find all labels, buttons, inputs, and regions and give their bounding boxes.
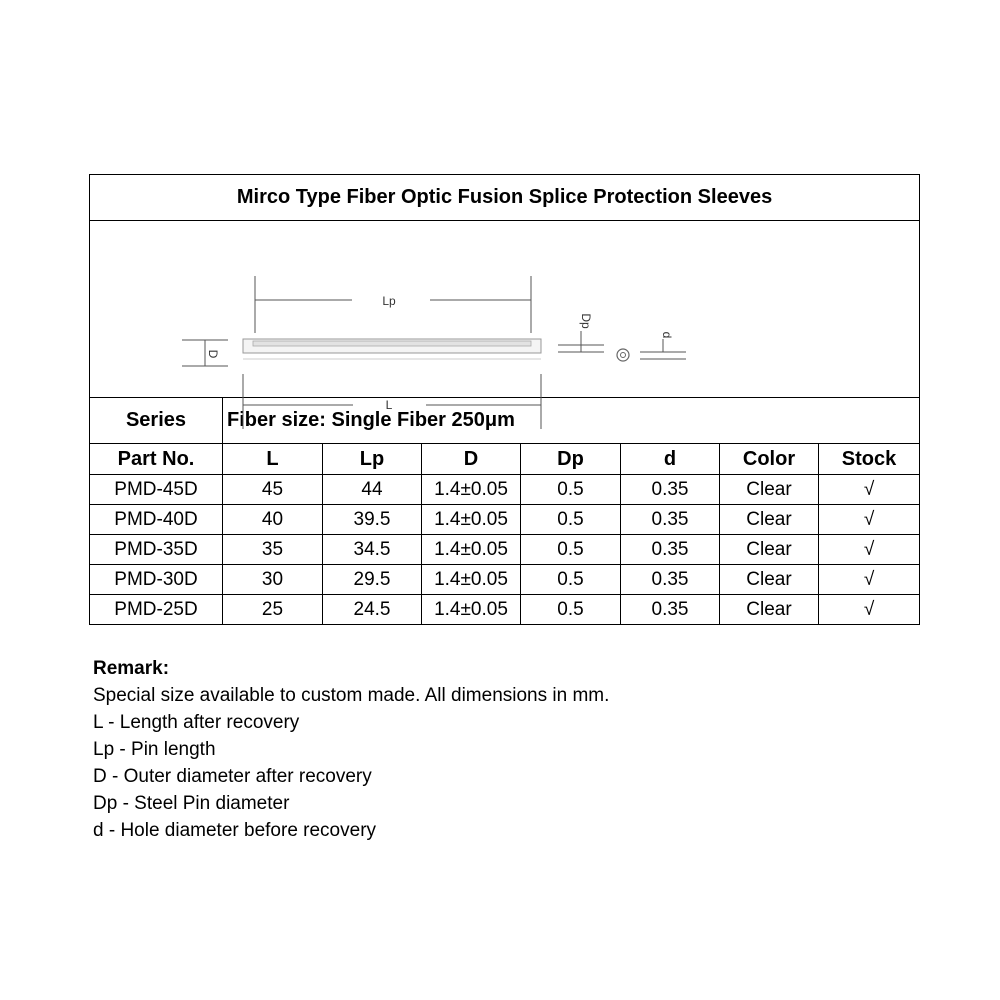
table-cell: √ — [819, 505, 920, 535]
table-header-row — [90, 444, 920, 475]
table-cell: √ — [819, 475, 920, 505]
table-cell: 44 — [323, 475, 422, 505]
remark-line: D - Outer diameter after recovery — [93, 766, 372, 787]
table-cell: 39.5 — [323, 505, 422, 535]
spec-table — [89, 174, 920, 625]
table-row — [90, 475, 920, 505]
column-header: Color — [720, 444, 819, 475]
table-cell: √ — [819, 595, 920, 625]
column-header: D — [422, 444, 521, 475]
table-row — [90, 535, 920, 565]
table-cell: Clear — [720, 565, 819, 595]
table-cell: Clear — [720, 505, 819, 535]
remark-line: d - Hole diameter before recovery — [93, 820, 377, 841]
table-cell: PMD-35D — [90, 535, 223, 565]
table-cell: 1.4±0.05 — [422, 535, 521, 565]
cross-section-ring — [617, 349, 629, 361]
table-cell: 24.5 — [323, 595, 422, 625]
series-label: Series — [90, 398, 223, 444]
table-cell: Clear — [720, 595, 819, 625]
table-cell: Clear — [720, 475, 819, 505]
table-cell: 0.5 — [521, 535, 621, 565]
table-cell: √ — [819, 565, 920, 595]
table-cell: 34.5 — [323, 535, 422, 565]
table-cell: 0.5 — [521, 505, 621, 535]
column-header: Stock — [819, 444, 920, 475]
table-cell: PMD-40D — [90, 505, 223, 535]
lp-dimension-label: Lp — [382, 294, 396, 308]
table-cell: 1.4±0.05 — [422, 475, 521, 505]
table-cell: 0.35 — [621, 535, 720, 565]
small-d-dimension-label: d — [660, 331, 674, 339]
table-cell: 35 — [223, 535, 323, 565]
remark-line: Dp - Steel Pin diameter — [93, 793, 290, 814]
dp-dimension-label: Dp — [579, 313, 593, 329]
table-cell: 0.5 — [521, 565, 621, 595]
table-cell: 0.5 — [521, 475, 621, 505]
sleeve-drawing — [90, 221, 920, 412]
table-cell: PMD-25D — [90, 595, 223, 625]
table-cell: √ — [819, 535, 920, 565]
remarks-title: Remark: — [93, 658, 170, 679]
table-cell: PMD-45D — [90, 475, 223, 505]
table-cell: PMD-30D — [90, 565, 223, 595]
column-header: L — [223, 444, 323, 475]
table-row — [90, 505, 920, 535]
table-cell: 1.4±0.05 — [422, 595, 521, 625]
series-value: Fiber size: Single Fiber 250μm — [223, 398, 920, 444]
remarks-section — [93, 655, 913, 844]
column-header: Part No. — [90, 444, 223, 475]
table-cell: 1.4±0.05 — [422, 565, 521, 595]
table-cell: 45 — [223, 475, 323, 505]
table-cell: 0.5 — [521, 595, 621, 625]
column-header: Dp — [521, 444, 621, 475]
table-cell: 0.35 — [621, 505, 720, 535]
table-cell: 25 — [223, 595, 323, 625]
column-header: Lp — [323, 444, 422, 475]
table-cell: Clear — [720, 535, 819, 565]
d-dimension-label: D — [206, 349, 220, 359]
table-title: Mirco Type Fiber Optic Fusion Splice Protection Sleeves — [90, 175, 920, 221]
table-row — [90, 565, 920, 595]
column-header: d — [621, 444, 720, 475]
table-cell: 0.35 — [621, 565, 720, 595]
table-cell: 30 — [223, 565, 323, 595]
steel-pin — [253, 341, 531, 346]
table-cell: 40 — [223, 505, 323, 535]
table-cell: 0.35 — [621, 595, 720, 625]
l-dimension-label: L — [385, 398, 393, 412]
remark-line: Special size available to custom made. All dimensions in mm. — [93, 685, 610, 706]
sleeve-diagram — [90, 221, 920, 412]
table-cell: 1.4±0.05 — [422, 505, 521, 535]
remark-line: Lp - Pin length — [93, 739, 216, 760]
table-cell: 29.5 — [323, 565, 422, 595]
table-row — [90, 595, 920, 625]
table-cell: 0.35 — [621, 475, 720, 505]
remark-line: L - Length after recovery — [93, 712, 300, 733]
